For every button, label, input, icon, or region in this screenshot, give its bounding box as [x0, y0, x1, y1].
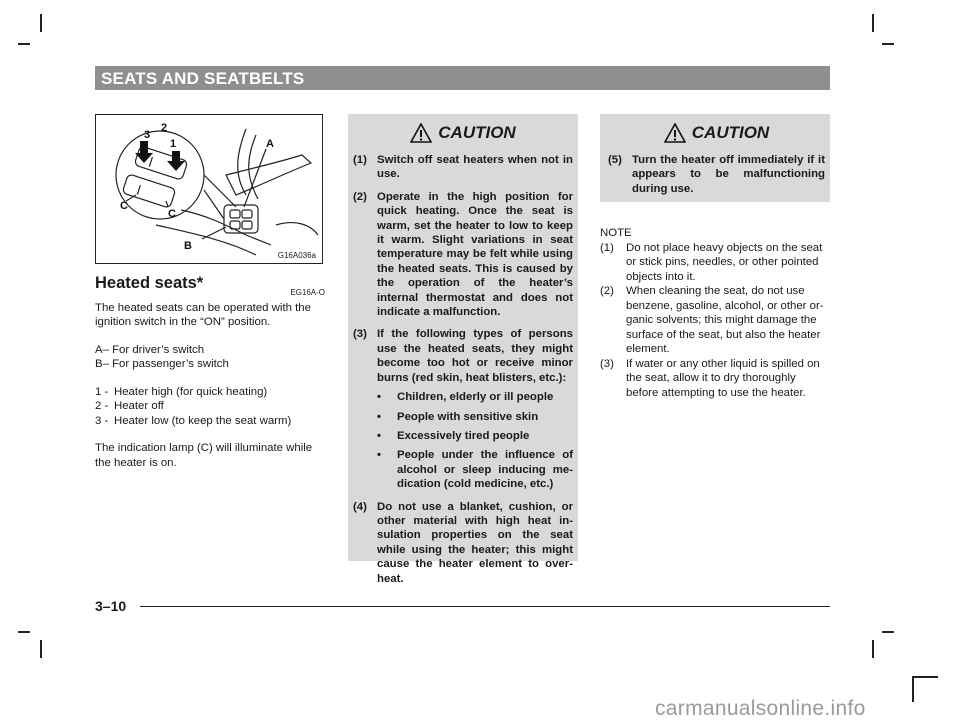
item-body	[377, 327, 573, 491]
switch-item-b: B– For passenger’s switch	[95, 358, 229, 370]
crop-mark	[40, 14, 42, 32]
item-number: 1 -	[95, 385, 109, 398]
item-text: Do not place heavy objects on the seat or stick pins, needles, or other pointed objects into it.	[626, 241, 823, 283]
page-number: 3–10	[95, 598, 127, 614]
switch-list	[95, 343, 325, 372]
item-number: (3)	[353, 328, 367, 341]
item-text: When cleaning the seat, do not use benzene, gasoline, alcohol, or other or- ganic solvents; this might damage the surface of the seat, but also the heater element.	[626, 285, 824, 355]
label-1: 1	[170, 138, 177, 150]
list-item	[95, 399, 325, 414]
label-c: C	[120, 200, 128, 212]
crop-mark	[912, 676, 914, 702]
bullet-item	[377, 410, 573, 424]
item-text: If the following types of persons use the heated seats, they might become too hot or receive minor burns (red skin, heat blisters, etc.):	[377, 328, 573, 384]
crop-mark	[882, 43, 894, 45]
item-text: Heater high (for quick heating)	[114, 385, 268, 398]
heated-seats-section	[95, 276, 325, 483]
bullet-item	[377, 390, 573, 404]
watermark-text: carmanualsonline.info	[655, 697, 866, 720]
list-item	[600, 357, 830, 401]
warning-triangle-icon	[410, 123, 432, 143]
caution-box-2	[600, 114, 830, 202]
list-item	[600, 241, 830, 285]
arrow-icon	[167, 151, 185, 171]
crop-mark	[912, 676, 938, 678]
label-3: 3	[144, 129, 151, 141]
item-text: Operate in the high position for quick heating. Once the seat is warm, set the heater to low to keep it warm. Slight variations in seat temperature may be felt while using the heated seats. This is caused by the operation of the heater’s internal thermostat and does not indicate a malfunction.	[377, 190, 573, 319]
position-list	[95, 385, 325, 429]
lamp-text: The indication lamp (C) will illuminate while the heater is on.	[95, 442, 313, 469]
section-title: Heated seats*	[95, 274, 204, 292]
caution-box-1	[348, 114, 578, 585]
footer-rule	[140, 606, 830, 607]
item-text: Turn the heater off immediately if it appears to be malfunctioning during use.	[632, 154, 825, 195]
bullet-text: People with sensitive skin	[397, 410, 539, 423]
switch-item-a: A– For driver’s switch	[95, 343, 205, 356]
crop-mark	[18, 43, 30, 45]
item-number: (2)	[353, 190, 367, 203]
caution-title: CAUTION	[691, 123, 770, 142]
crop-mark	[872, 640, 874, 658]
bullet-icon: •	[377, 391, 381, 404]
list-item	[353, 153, 573, 182]
item-text: If water or any other liquid is spilled on the seat, allow it to dry thoroughly before attempting to use the heater.	[626, 357, 820, 399]
item-number: (1)	[353, 154, 367, 166]
caution-list	[353, 153, 573, 586]
list-item	[95, 414, 325, 429]
label-2: 2	[161, 122, 168, 134]
warning-triangle-icon	[664, 123, 686, 143]
label-b: B	[184, 240, 192, 252]
heated-seat-switch-illustration	[95, 114, 323, 264]
list-item	[95, 385, 325, 400]
item-text: Do not use a blanket, cushion, or other material with high heat in- sulation properties on the seat while using the heater; this might cause the heater element to over- heat.	[377, 500, 573, 585]
bullet-icon: •	[377, 429, 381, 442]
item-number: (2)	[600, 285, 614, 297]
crop-mark	[40, 640, 42, 658]
bullet-icon: •	[377, 410, 381, 423]
crop-mark	[872, 14, 874, 32]
note-heading: NOTE	[600, 227, 632, 239]
item-number: (3)	[600, 357, 614, 370]
item-text: Heater low (to keep the seat warm)	[114, 414, 292, 427]
bullet-text: Children, elderly or ill people	[397, 391, 554, 404]
bullet-text: Excessively tired people	[397, 429, 530, 442]
item-number: (4)	[353, 500, 367, 513]
item-text: Switch off seat heaters when not in use.	[377, 154, 573, 181]
list-item	[353, 500, 573, 586]
crop-mark	[18, 631, 30, 633]
item-number: 3 -	[95, 414, 109, 427]
bullet-item	[377, 448, 573, 491]
list-item	[608, 153, 825, 196]
bullet-text: People under the influence of alcohol or sleep inducing me- dication (cold medicine, etc.)	[397, 449, 573, 491]
item-number: (1)	[600, 241, 614, 254]
list-item	[353, 190, 573, 320]
switch-diagram	[96, 115, 323, 264]
caution-list	[608, 153, 825, 196]
note-section	[600, 226, 830, 400]
section-code: EG16A-O	[290, 288, 325, 297]
list-item	[600, 284, 830, 357]
label-c: C	[168, 208, 176, 220]
bullet-item	[377, 429, 573, 443]
bullet-icon: •	[377, 449, 381, 462]
figure-code: G16A036a	[277, 251, 316, 260]
item-number: (5)	[608, 154, 622, 166]
list-item	[353, 327, 573, 491]
section-header-bar	[95, 66, 830, 90]
crop-mark	[882, 631, 894, 633]
caution-heading	[353, 118, 573, 148]
item-number: 2 -	[95, 400, 109, 412]
caution-title: CAUTION	[438, 123, 516, 142]
label-a: A	[266, 138, 274, 150]
caution-heading	[608, 118, 825, 148]
section-header-title: SEATS AND SEATBELTS	[101, 69, 305, 88]
item-text: Heater off	[114, 400, 164, 412]
intro-text: The heated seats can be operated with the ignition switch in the “ON” position.	[95, 301, 311, 328]
